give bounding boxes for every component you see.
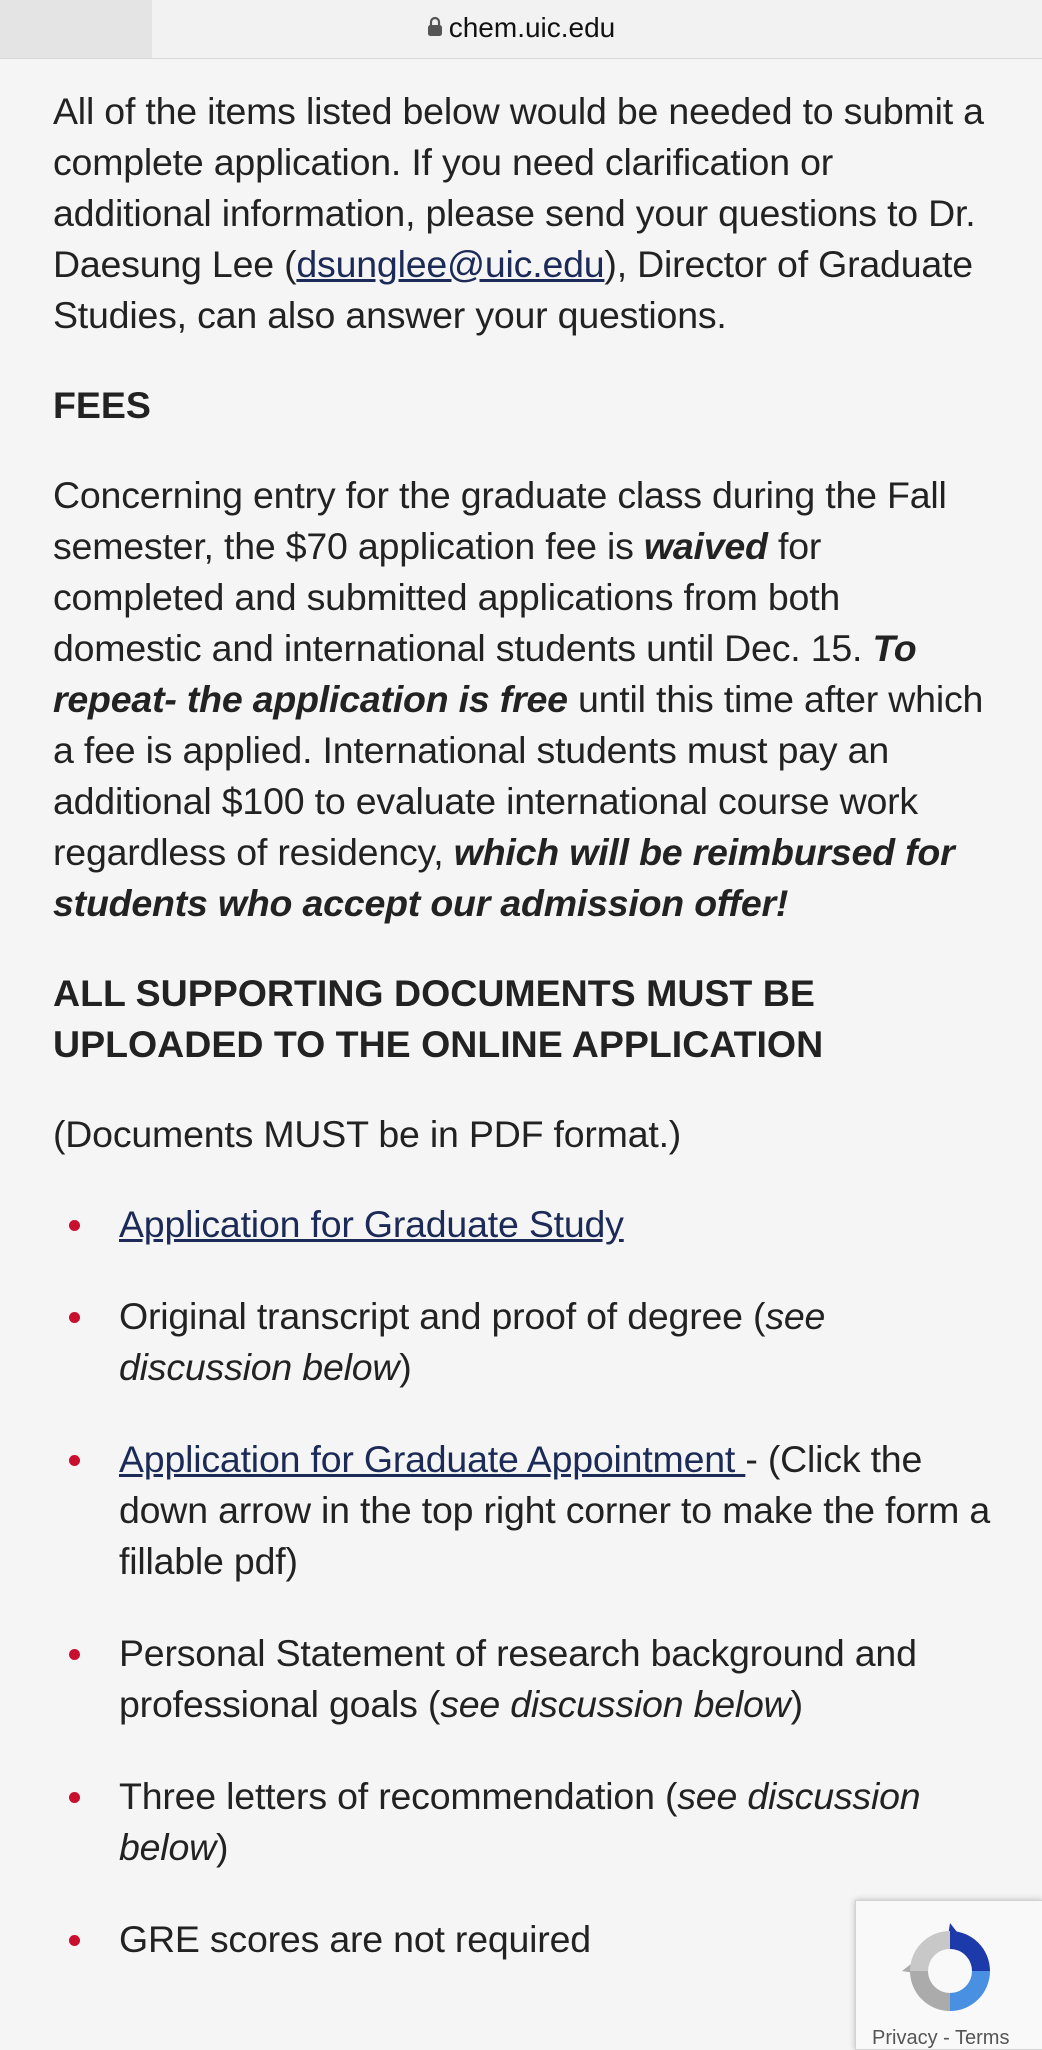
recaptcha-badge[interactable]: [855, 1900, 1042, 2050]
intro-text-2: ), Director of Graduate Studies, can also answer your questions.: [53, 243, 973, 336]
documents-heading: ALL SUPPORTING DOCUMENTS MUST BE UPLOADED TO THE ONLINE APPLICATION: [53, 972, 824, 1065]
recommendation-text: Three letters of recommendation (: [119, 1775, 678, 1817]
intro-paragraph: [53, 86, 993, 341]
list-item: [53, 1291, 993, 1393]
email-link[interactable]: dsunglee@uic.edu: [296, 243, 605, 285]
list-item: [53, 1771, 993, 1873]
recaptcha-icon: [898, 1919, 1002, 2028]
transcript-italic: see discussion below: [119, 1295, 826, 1388]
recommendation-italic: see discussion below: [119, 1775, 921, 1868]
transcript-text: Original transcript and proof of degree (: [119, 1295, 766, 1337]
bullet-dot: [69, 1935, 80, 1946]
fees-emphasis-free: To repeat- the application is free: [53, 627, 917, 720]
fees-emphasis-reimbursed: which will be reimbursed for students who accept our admission offer!: [53, 831, 955, 924]
intro-text-1: All of the items listed below would be needed to submit a complete application. If you need clarification or additional information, please send your questions to Dr. Daesung Lee (: [53, 90, 984, 285]
page-content: [53, 86, 993, 2006]
recaptcha-links: [872, 2027, 1009, 2050]
lock-icon: [427, 7, 443, 47]
list-item: [53, 1628, 993, 1730]
fees-heading: FEES: [53, 384, 151, 426]
list-item: [53, 1914, 993, 1965]
bullet-dot: [69, 1649, 80, 1660]
list-item: [53, 1199, 993, 1250]
application-graduate-study-link[interactable]: Application for Graduate Study: [119, 1203, 624, 1245]
bullet-dot: [69, 1220, 80, 1231]
browser-address-bar: [0, 0, 1042, 59]
recaptcha-separator: -: [937, 2027, 955, 2049]
url-text: chem.uic.edu: [448, 12, 616, 43]
personal-statement-italic: see discussion below: [440, 1683, 791, 1725]
documents-list: [53, 1199, 993, 1965]
application-graduate-appointment-link[interactable]: Application for Graduate Appointment: [119, 1438, 746, 1480]
fees-emphasis-waived: waived: [643, 525, 768, 567]
bullet-dot: [69, 1312, 80, 1323]
personal-statement-text: Personal Statement of research background and professional goals (: [119, 1632, 917, 1725]
fees-text-3: until this time after which a fee is applied. International students must pay an additional $100 to evaluate international course work regardless of residency,: [53, 678, 984, 873]
fees-text-1: Concerning entry for the graduate class during the Fall semester, the $70 application fee is: [53, 474, 947, 567]
appointment-text: - (Click the down arrow in the top right corner to make the form a fillable pdf): [119, 1438, 991, 1582]
recommendation-close: ): [215, 1826, 229, 1868]
recaptcha-privacy-link[interactable]: Privacy: [872, 2027, 938, 2049]
recaptcha-terms-link[interactable]: Terms: [955, 2027, 1010, 2049]
personal-statement-close: ): [790, 1683, 803, 1725]
bullet-dot: [69, 1455, 80, 1466]
list-item: [53, 1434, 993, 1587]
fees-paragraph: [53, 470, 993, 929]
pdf-format-note: (Documents MUST be in PDF format.): [53, 1113, 682, 1155]
gre-text: GRE scores are not required: [119, 1918, 591, 1960]
url-display[interactable]: [0, 8, 1042, 50]
transcript-close: ): [399, 1346, 412, 1388]
bullet-dot: [69, 1792, 80, 1803]
fees-text-2: for completed and submitted applications from both domestic and international students until Dec. 15.: [53, 525, 873, 669]
